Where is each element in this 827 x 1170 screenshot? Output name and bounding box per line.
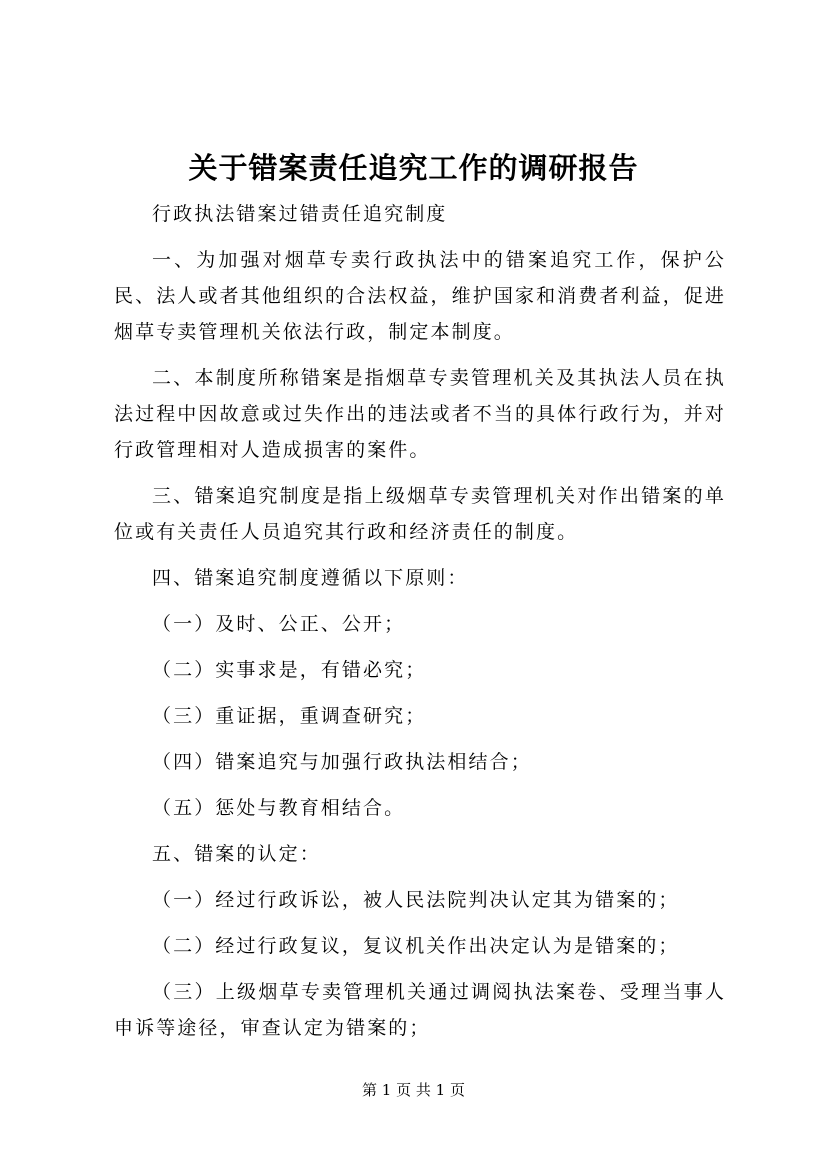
paragraph-clause-4: 四、错案追究制度遵循以下原则： — [152, 567, 469, 589]
document-title: 关于错案责任追究工作的调研报告 — [188, 151, 639, 185]
paragraph-clause-1: 一、为加强对烟草专卖行政执法中的错案追究工作，保护公民、法人或者其他组织的合法权益，维护国家和消费者利益，促进烟草专卖管理机关依法行政，制定本制度。 — [114, 249, 726, 343]
paragraph-principle-2: （二）实事求是，有错必究； — [152, 659, 427, 681]
page-footer: 第 1 页 共 1 页 — [362, 1081, 465, 1099]
paragraph-principle-3: （三）重证据，重调查研究； — [152, 705, 427, 727]
paragraph-determination-2: （二）经过行政复议，复议机关作出决定认为是错案的； — [152, 935, 680, 957]
paragraph-determination-1: （一）经过行政诉讼，被人民法院判决认定其为错案的； — [152, 889, 680, 911]
paragraph-clause-3: 三、错案追究制度是指上级烟草专卖管理机关对作出错案的单位或有关责任人员追究其行政和经济责任的制度。 — [114, 485, 726, 543]
paragraph-principle-1: （一）及时、公正、公开； — [152, 613, 406, 635]
paragraph-principle-5: （五）惩处与教育相结合。 — [152, 797, 406, 819]
paragraph-clause-2: 二、本制度所称错案是指烟草专卖管理机关及其执法人员在执法过程中因故意或过失作出的违法或者不当的具体行政行为，并对行政管理相对人造成损害的案件。 — [114, 367, 726, 461]
paragraph-system-name: 行政执法错案过错责任追究制度 — [152, 203, 448, 225]
paragraph-determination-3: （三）上级烟草专卖管理机关通过调阅执法案卷、受理当事人申诉等途径，审查认定为错案的； — [114, 981, 726, 1039]
paragraph-principle-4: （四）错案追究与加强行政执法相结合； — [152, 751, 532, 773]
paragraph-clause-5: 五、错案的认定： — [152, 843, 321, 865]
document-body — [114, 196, 726, 1056]
